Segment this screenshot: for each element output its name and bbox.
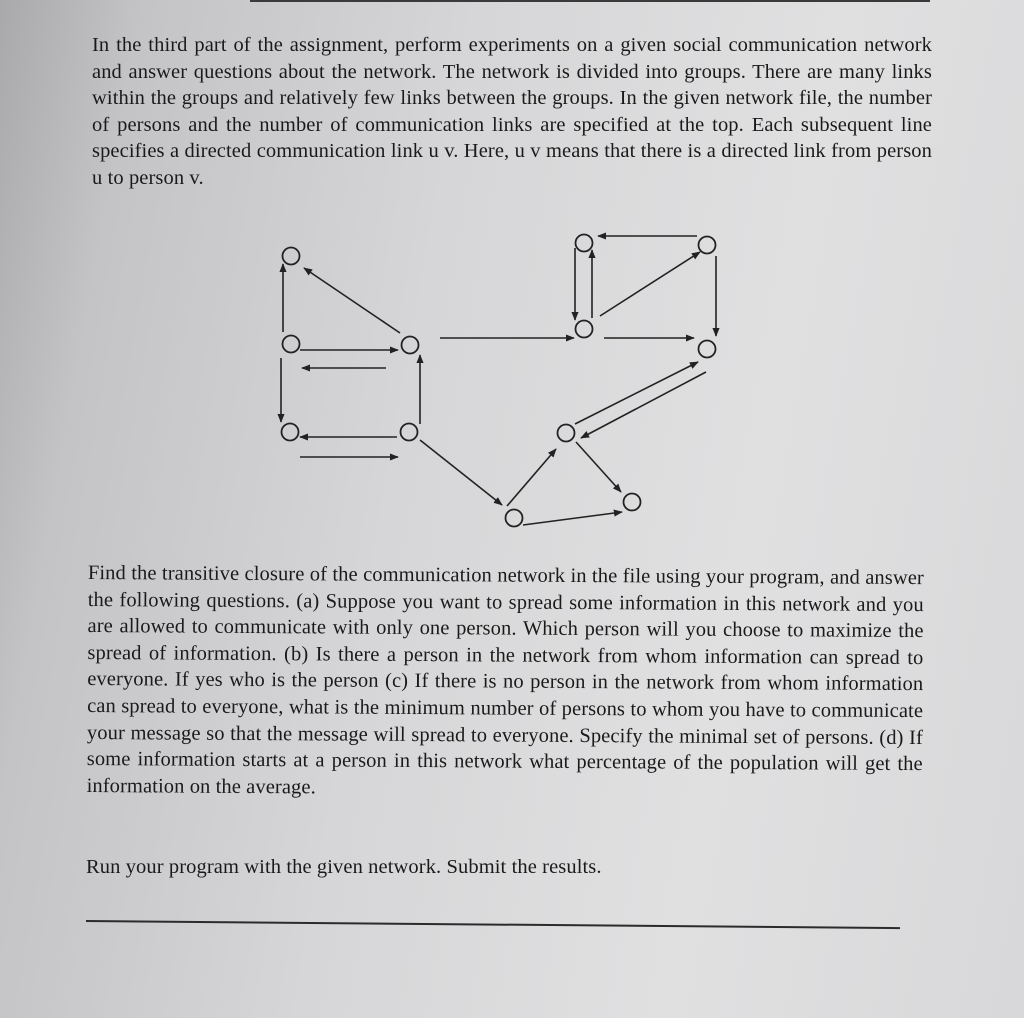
- network-node: [624, 494, 641, 511]
- network-edge: [420, 440, 502, 505]
- intro-paragraph: In the third part of the assignment, perform experiments on a given social communication network and answer questions about the network. The network is divided into groups. There are many links within the groups and relatively few links between the groups. In the given network file, the number of persons and the number of communication links are specified at the top. Each subsequent line specifies a directed communication link u v. Here, u v means that there is a directed link from person u to person v.: [92, 34, 932, 189]
- network-node: [699, 237, 716, 254]
- network-node: [282, 424, 299, 441]
- network-edge: [581, 372, 706, 438]
- network-node: [401, 424, 418, 441]
- network-edge: [523, 512, 622, 525]
- network-node: [402, 337, 419, 354]
- network-edge: [304, 268, 400, 333]
- network-edge: [576, 442, 621, 492]
- network-edge: [575, 362, 698, 424]
- network-node: [576, 321, 593, 338]
- network-node: [283, 336, 300, 353]
- network-edge: [600, 252, 700, 316]
- network-node: [283, 248, 300, 265]
- network-node: [699, 341, 716, 358]
- network-node: [576, 235, 593, 252]
- network-node: [558, 425, 575, 442]
- network-edge: [507, 449, 556, 506]
- questions-paragraph: Find the transitive closure of the communication network in the file using your program, and answer the following questions. (a) Suppose you want to spread some information in this network and you are allowed to communicate with only one person. Which person will you choose to maximize the spread of information. (b) Is there a person in the network from whom information can spread to everyone. If yes who is the person (c) If there is no person in the network from whom information can spread to everyone, what is the minimum number of persons to whom you have to communicate your message so that the message will spread to everyone. Specify the minimal set of persons. (d) If some information starts at a person in this network what percentage of the population will get the information on the average.: [86, 561, 924, 799]
- run-instruction: Run your program with the given network. Submit the results.: [86, 856, 602, 878]
- network-node: [506, 510, 523, 527]
